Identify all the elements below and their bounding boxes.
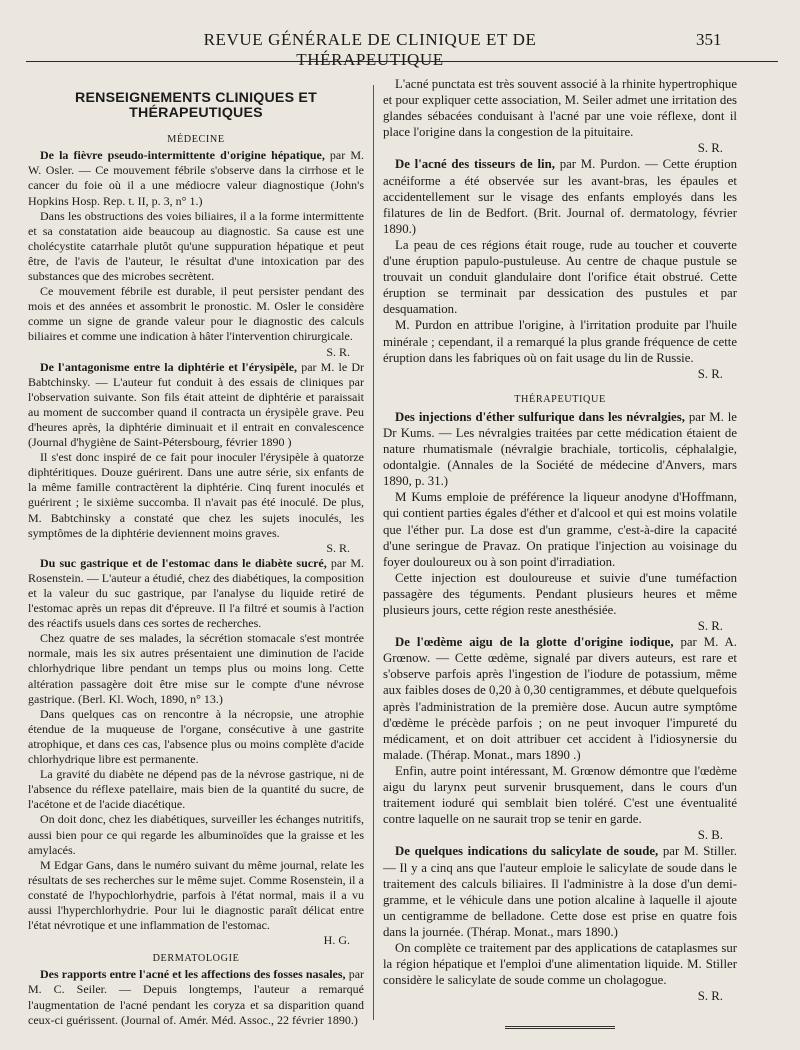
article-paragraph: par M. W. Osler. — Ce mouvement fébrile s'observe dans la cirrhose et le cancer du foie où il a une médiocre valeur diagnostique (John's Hopkins Hosp. Rep. t. II, p. 3, n° 1.) <box>28 148 364 208</box>
article-paragraph: Cette injection est douloureuse et suivie d'une tuméfaction passagère des téguments. Pendant plusieurs heures et même plusieurs jours, cette région reste anesthésiée. <box>383 570 737 617</box>
article-title: De quelques indications du salicylate de soude, <box>395 844 659 859</box>
article-title: De l'acné des tisseurs de lin, <box>395 157 555 172</box>
article-paragraph: Enfin, autre point intéressant, M. Grœnow démontre que l'œdème aigu du larynx peut survenir brusquement, dans le cours d'un traitement ioduré qui semblait bien toléré. C'est une éventualité contre laquelle on ne saurait trop se tenir en garde. <box>383 763 737 827</box>
article-acne-fosses <box>28 967 364 1027</box>
article-title: Du suc gastrique et de l'estomac dans le diabète sucré, <box>40 555 327 570</box>
header-rule <box>26 61 778 62</box>
article-title: Des injections d'éther sulfurique dans les névralgies, <box>395 409 685 424</box>
article-paragraph: L'acné punctata est très souvent associé à la rhinite hypertrophique et pour expliquer cette association, M. Seiler admet une irritation des glandes sébacées conduisant à l'acné par une voie réflexe, dont il place l'origine dans la congestion de la pituitaire. <box>383 77 737 140</box>
article-paragraph: Dans quelques cas on rencontre à la nécropsie, une atrophie étendue de la muqueuse de l'organe, consécutive à une gastrite atrophique, et dans ces cas, l'absence plus ou moins complète d'acide chlorhydrique libre est permanente. <box>28 706 364 767</box>
article-suc-gastrique <box>28 556 364 948</box>
article-paragraph: On complète ce traitement par des applications de cataplasmes sur la région hépatique et l'emploi d'une alimentation liquide. M. Stiller considère le salicylate de soude comme un cholagogue. <box>383 940 737 988</box>
main-title: RENSEIGNEMENTS CLINIQUES ET THÉRAPEUTIQUES <box>75 90 317 122</box>
article-paragraph: Il s'est donc inspiré de ce fait pour inoculer l'érysipèle à quatorze diphtéritiques. Douze guérirent. Dans une autre série, six enfants de la même famille contractèrent la diphtérie. Cinq furent inoculés et guérirent ; le sixième succomba. Il n'avait pas été inoculé. De plus, M. Babtchinsky a constaté que chez les sujets inoculés, les symptômes de la diphtérie deviennent moins graves. <box>28 450 364 540</box>
right-column <box>383 76 737 1031</box>
page-number: 351 <box>696 30 722 49</box>
article-paragraph: par M. C. Seiler. — Depuis longtemps, l'auteur a remarqué l'augmentation de l'acné pendant les coryza et sa disparition quand ceux-ci guérissent. (Journal of. Amér. Méd. Assoc., 22 février 1890.) <box>28 967 365 1027</box>
article-paragraph: On doit donc, chez les diabétiques, surveiller les échanges nutritifs, aussi bien pour ce qui regarde les albuminoïdes que la graisse et les amylacés. <box>28 812 364 857</box>
article-title: De la fièvre pseudo-intermittente d'origine hépatique, <box>40 148 325 163</box>
article-signature: S. R. <box>697 141 723 156</box>
article-title: De l'œdème aigu de la glotte d'origine iodique, <box>395 635 674 650</box>
article-acne-lin <box>383 156 737 381</box>
article-paragraph: par M. Stiller. — Il y a cinq ans que l'auteur emploie le salicylate de soude dans le traitement des calculs biliaires. Il l'administre à la dose d'un demi-gramme, et le véhicule dans une potion alcaline à laquelle il ajoute un centigramme de belladone. Cette dose est prise en quatre fois dans la journée. (Thérap. Monat., mars 1890.) <box>383 844 737 939</box>
left-column <box>28 76 364 1028</box>
article-paragraph: par M. le Dr Kums. — Les névralgies traitées par cette médication étaient de nature rhumatismale (névralgie brachiale, torticolis, céphalalgie, odontalgie. (Annales de la Société de médecine d'Anvers, mars 1890, p. 31.) <box>383 409 737 489</box>
article-fievre <box>28 148 364 359</box>
article-paragraph: La gravité du diabète ne dépend pas de la névrose gastrique, ni de l'absence du réflexe patellaire, mais bien de la quantité du sucre, de l'acétone et de l'acide diacétique. <box>28 767 364 812</box>
article-paragraph: La peau de ces régions était rouge, rude au toucher et couverte d'une éruption papulo-pustuleuse. Au centre de chaque pustule se trouvait un conduit glandulaire dont l'orifice était obstrué. Cette éruption se terminait par dessication des pustules et par desquamation. <box>383 237 737 317</box>
article-paragraph: par M. A. Grœnow. — Cette œdème, signalé par divers auteurs, est rare et s'observe parfois après l'ingestion de l'iodure de potassium, même aux faibles doses de 0,20 à 0,30 centigrammes, et débute quelquefois après l'administration de la première dose. Aucun autre symptôme d'œdème le précède parfois ; on ne peut invoquer l'impureté du médicament, et on doit attribuer cet accident à l'idiosynersie du malade. (Thérap. Monat., mars 1890 .) <box>383 635 737 762</box>
article-paragraph: par M. le Dr Babtchinsky. — L'auteur fut conduit à des essais de cliniques par l'observation suivante. Son fils était atteint de diphtérie et paraissait au moment de succomber quand il contracta un érysipèle grave. Peu d'heures après, la diphtérie diminuait et il entrait en convalescence (Journal d'hygiène de Saint-Pétersbourg, février 1890 ) <box>28 359 364 450</box>
article-paragraph: M Edgar Gans, dans le numéro suivant du même journal, relate les résultats de ses recherches sur le même sujet. Comme Rosenstein, il a constaté de l'hypochlorhydrie, parfois à l'état normal, mais il a vu aussi l'hyperchlorhydrie. Pour lui le diagnostic paraît délicat entre l'état névrotique et une inflammation de l'estomac. <box>28 857 364 933</box>
article-antagonisme <box>28 360 364 556</box>
article-paragraph: M. Purdon en attribue l'origine, à l'irritation produite par l'huile minérale ; cependant, il a remarqué la plus grande fréquence de cette éruption dans les fabriques où on fait usage du lin de Russie. <box>383 318 737 365</box>
article-signature: S. R. <box>326 540 350 555</box>
article-signature: S. R. <box>697 989 723 1004</box>
article-paragraph: Ce mouvement fébrile est durable, il peut persister pendant des mois et des années et assombrit le pronostic. M. Osler le considère comme un signe de grande valeur pour le diagnostic des calculs biliaires et comme une indication à hâter l'intervention chirurgicale. <box>28 284 364 344</box>
section-heading-dermatologie: DERMATOLOGIE <box>152 953 240 965</box>
article-salicylate <box>383 843 737 1004</box>
article-title: Des rapports entre l'acné et les affections des fosses nasales, <box>40 967 346 982</box>
article-ether <box>383 409 737 634</box>
end-rule <box>505 1026 615 1031</box>
article-oedeme <box>383 634 737 843</box>
article-paragraph: M Kums emploie de préférence la liqueur anodyne d'Hoffmann, qui contient parties égales d'éther et d'alcool et qui est moins volatile que l'éther pur. La dose est d'un gramme, c'est-à-dire la capacité d'une seringue de Pravaz. On pratique l'injection au voisinage du foyer douloureux ou à son point d'irradiation. <box>383 490 737 569</box>
article-signature: S. R. <box>326 344 350 359</box>
article-paragraph: par M. Purdon. — Cette éruption acnéiforme a été observée sur les avant-bras, les épaules et accidentellement sur le visage des enfants employés dans les filatures de lin de Bedfort. (Brit. Journal of. dermatology, février 1890.) <box>383 157 737 236</box>
column-divider <box>373 85 374 1020</box>
running-head <box>0 30 800 69</box>
section-heading-medecine: MÉDECINE <box>167 134 225 146</box>
section-heading-therapeutique: THÉRAPEUTIQUE <box>514 393 606 405</box>
article-title: De l'antagonisme entre la diphtérie et l'érysipèle, <box>40 359 298 374</box>
article-signature: S. B. <box>697 828 723 843</box>
running-title: REVUE GÉNÉRALE DE CLINIQUE ET DE THÉRAPEUTIQUE <box>203 30 537 69</box>
article-paragraph: Dans les obstructions des voies biliaires, il a la forme intermittente et sa constatation aide beaucoup au diagnostic. Sa cause est une cholécystite catarrhale plutôt qu'une suppuration hépatique et peut être, de l'avis de l'auteur, le résultat d'une intoxication par des substances que des microbes secrètent. <box>28 208 364 284</box>
article-signature: S. R. <box>697 366 723 381</box>
article-signature: H. G. <box>323 933 350 948</box>
article-paragraph: par M. Rosenstein. — L'auteur a étudié, chez des diabétiques, la composition et la valeur du suc gastrique, par l'analyse du liquide retiré de l'estomac après un repas dit d'épreuve. Il l'a filtré et soumis à l'action des réactifs usuels dans ces sortes de recherches. <box>28 555 364 631</box>
article-paragraph: Chez quatre de ses malades, la sécrétion stomacale s'est montrée normale, mais les six autres présentaient une diminution de l'acide chlorhydrique libre pendant un temps plus ou moins long. Cette altération passagère doit être mise sur le compte d'une névrose gastrique. (Berl. Kl. Woch, 1890, n° 13.) <box>28 631 364 706</box>
article-signature: S. R. <box>697 619 723 634</box>
article-acne-fosses-continued <box>383 76 737 156</box>
